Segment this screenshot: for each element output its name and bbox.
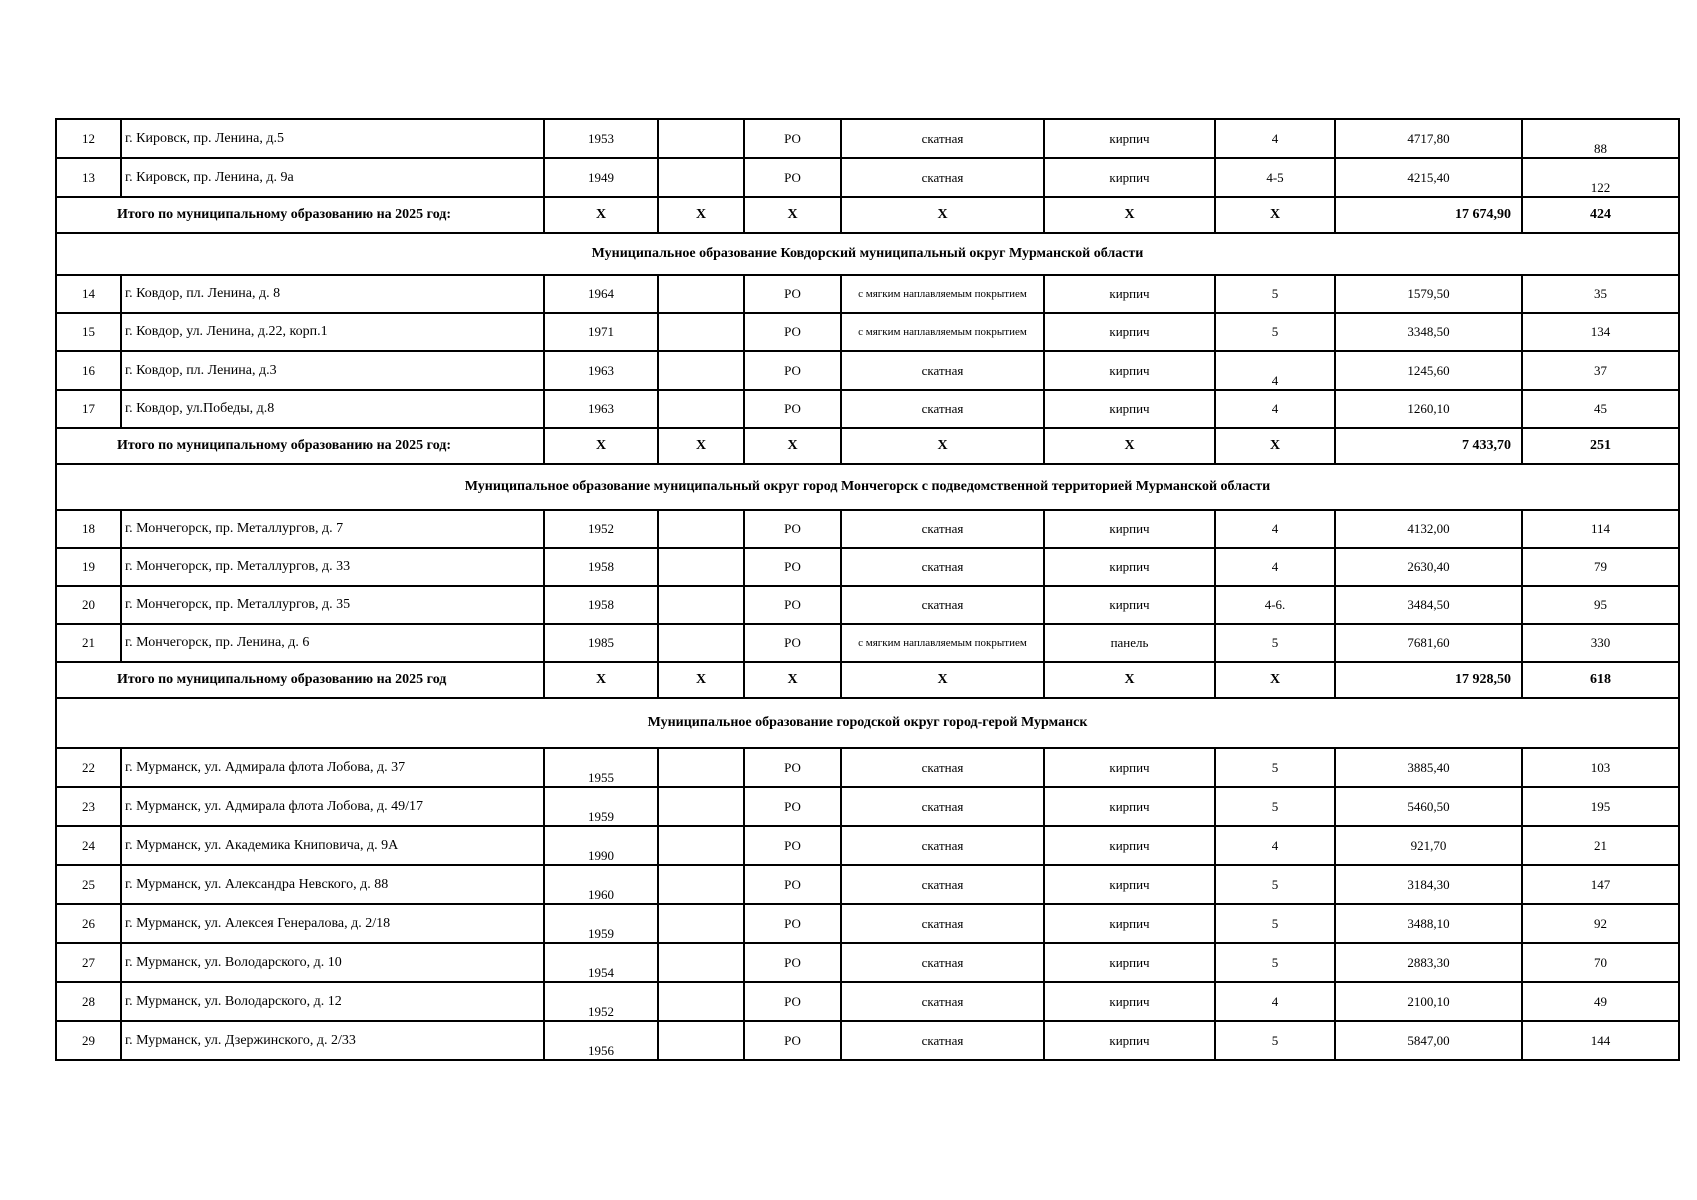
table-row <box>56 982 1679 1021</box>
total-area-sum: 17 674,90 <box>1335 197 1522 233</box>
ro-cell: РО <box>744 826 841 865</box>
area-cell: 3885,40 <box>1335 748 1522 787</box>
table-row <box>56 1021 1679 1060</box>
total-label: Итого по муниципальному образованию на 2025 год <box>56 662 544 698</box>
wall-material-cell: кирпич <box>1044 586 1215 624</box>
floors-cell: 5 <box>1215 787 1335 826</box>
table-row <box>56 865 1679 904</box>
address-cell: г. Мончегорск, пр. Ленина, д. 6 <box>121 624 544 662</box>
section-header-row <box>56 464 1679 510</box>
total-area-sum: 7 433,70 <box>1335 428 1522 464</box>
count-cell: 95 <box>1522 586 1679 624</box>
total-x-mark: X <box>841 662 1044 698</box>
roof-type-cell: скатная <box>841 943 1044 982</box>
row-number: 17 <box>56 390 121 428</box>
count-cell: 134 <box>1522 313 1679 351</box>
roof-type-cell: скатная <box>841 748 1044 787</box>
floors-cell: 4 <box>1215 548 1335 586</box>
roof-type-cell: скатная <box>841 586 1044 624</box>
floors-cell: 4 <box>1215 390 1335 428</box>
wall-material-cell: кирпич <box>1044 748 1215 787</box>
floors-cell: 5 <box>1215 624 1335 662</box>
empty-cell <box>658 865 744 904</box>
row-number: 27 <box>56 943 121 982</box>
wall-material-cell: кирпич <box>1044 313 1215 351</box>
roof-type-cell: с мягким наплавляемым покрытием <box>841 275 1044 313</box>
ro-cell: РО <box>744 1021 841 1060</box>
table-row <box>56 624 1679 662</box>
count-cell: 37 <box>1522 351 1679 390</box>
empty-cell <box>658 904 744 943</box>
ro-cell: РО <box>744 351 841 390</box>
area-cell: 1245,60 <box>1335 351 1522 390</box>
floors-cell: 5 <box>1215 904 1335 943</box>
count-cell: 70 <box>1522 943 1679 982</box>
count-cell: 92 <box>1522 904 1679 943</box>
table-row <box>56 548 1679 586</box>
ro-cell: РО <box>744 787 841 826</box>
total-x-mark: X <box>744 662 841 698</box>
floors-cell: 5 <box>1215 943 1335 982</box>
year-cell: 1963 <box>544 351 658 390</box>
count-cell: 45 <box>1522 390 1679 428</box>
year-cell: 1952 <box>544 510 658 548</box>
table-row <box>56 748 1679 787</box>
total-x-mark: X <box>841 428 1044 464</box>
address-cell: г. Мончегорск, пр. Металлургов, д. 33 <box>121 548 544 586</box>
table-body <box>56 119 1679 1060</box>
empty-cell <box>658 548 744 586</box>
ro-cell: РО <box>744 119 841 158</box>
floors-cell: 4 <box>1215 351 1335 390</box>
area-cell: 7681,60 <box>1335 624 1522 662</box>
total-x-mark: X <box>1044 428 1215 464</box>
roof-type-cell: скатная <box>841 865 1044 904</box>
wall-material-cell: кирпич <box>1044 390 1215 428</box>
total-count: 618 <box>1522 662 1679 698</box>
roof-type-cell: скатная <box>841 510 1044 548</box>
count-cell: 195 <box>1522 787 1679 826</box>
row-number: 16 <box>56 351 121 390</box>
roof-type-cell: с мягким наплавляемым покрытием <box>841 313 1044 351</box>
ro-cell: РО <box>744 586 841 624</box>
wall-material-cell: кирпич <box>1044 865 1215 904</box>
table-row <box>56 119 1679 158</box>
roof-type-cell: скатная <box>841 351 1044 390</box>
empty-cell <box>658 510 744 548</box>
housing-table <box>55 118 1680 1061</box>
ro-cell: РО <box>744 982 841 1021</box>
table-row <box>56 158 1679 197</box>
roof-type-cell: скатная <box>841 826 1044 865</box>
ro-cell: РО <box>744 904 841 943</box>
ro-cell: РО <box>744 865 841 904</box>
address-cell: г. Мурманск, ул. Адмирала флота Лобова, д. 37 <box>121 748 544 787</box>
floors-cell: 4-6. <box>1215 586 1335 624</box>
section-header-row <box>56 698 1679 748</box>
count-cell: 35 <box>1522 275 1679 313</box>
address-cell: г. Мурманск, ул. Алексея Генералова, д. 2/18 <box>121 904 544 943</box>
count-cell: 114 <box>1522 510 1679 548</box>
count-cell: 103 <box>1522 748 1679 787</box>
row-number: 23 <box>56 787 121 826</box>
count-cell: 21 <box>1522 826 1679 865</box>
empty-cell <box>658 275 744 313</box>
empty-cell <box>658 351 744 390</box>
empty-cell <box>658 313 744 351</box>
year-cell: 1963 <box>544 390 658 428</box>
year-cell: 1971 <box>544 313 658 351</box>
total-x-mark: X <box>1215 428 1335 464</box>
count-cell: 330 <box>1522 624 1679 662</box>
wall-material-cell: кирпич <box>1044 510 1215 548</box>
roof-type-cell: скатная <box>841 548 1044 586</box>
wall-material-cell: кирпич <box>1044 275 1215 313</box>
total-count: 251 <box>1522 428 1679 464</box>
area-cell: 5460,50 <box>1335 787 1522 826</box>
count-cell: 144 <box>1522 1021 1679 1060</box>
area-cell: 4215,40 <box>1335 158 1522 197</box>
count-cell: 122 <box>1522 158 1679 197</box>
empty-cell <box>658 624 744 662</box>
roof-type-cell: с мягким наплавляемым покрытием <box>841 624 1044 662</box>
total-x-mark: X <box>1044 662 1215 698</box>
row-number: 29 <box>56 1021 121 1060</box>
table-row <box>56 351 1679 390</box>
floors-cell: 4-5 <box>1215 158 1335 197</box>
year-cell: 1955 <box>544 748 658 787</box>
address-cell: г. Кировск, пр. Ленина, д. 9а <box>121 158 544 197</box>
total-row <box>56 197 1679 233</box>
row-number: 22 <box>56 748 121 787</box>
row-number: 26 <box>56 904 121 943</box>
area-cell: 2630,40 <box>1335 548 1522 586</box>
ro-cell: РО <box>744 548 841 586</box>
table-row <box>56 275 1679 313</box>
empty-cell <box>658 826 744 865</box>
year-cell: 1954 <box>544 943 658 982</box>
empty-cell <box>658 982 744 1021</box>
count-cell: 88 <box>1522 119 1679 158</box>
empty-cell <box>658 748 744 787</box>
ro-cell: РО <box>744 943 841 982</box>
year-cell: 1952 <box>544 982 658 1021</box>
roof-type-cell: скатная <box>841 158 1044 197</box>
roof-type-cell: скатная <box>841 390 1044 428</box>
empty-cell <box>658 390 744 428</box>
area-cell: 2100,10 <box>1335 982 1522 1021</box>
address-cell: г. Мурманск, ул. Дзержинского, д. 2/33 <box>121 1021 544 1060</box>
wall-material-cell: кирпич <box>1044 351 1215 390</box>
table-row <box>56 510 1679 548</box>
area-cell: 3488,10 <box>1335 904 1522 943</box>
address-cell: г. Ковдор, пл. Ленина, д.3 <box>121 351 544 390</box>
wall-material-cell: кирпич <box>1044 943 1215 982</box>
wall-material-cell: кирпич <box>1044 826 1215 865</box>
section-header-row <box>56 233 1679 275</box>
address-cell: г. Ковдор, пл. Ленина, д. 8 <box>121 275 544 313</box>
table-row <box>56 943 1679 982</box>
total-row <box>56 662 1679 698</box>
year-cell: 1958 <box>544 586 658 624</box>
total-count: 424 <box>1522 197 1679 233</box>
total-x-mark: X <box>744 428 841 464</box>
roof-type-cell: скатная <box>841 119 1044 158</box>
area-cell: 3184,30 <box>1335 865 1522 904</box>
floors-cell: 4 <box>1215 826 1335 865</box>
total-label: Итого по муниципальному образованию на 2025 год: <box>56 197 544 233</box>
total-x-mark: X <box>658 428 744 464</box>
year-cell: 1958 <box>544 548 658 586</box>
row-number: 12 <box>56 119 121 158</box>
ro-cell: РО <box>744 158 841 197</box>
empty-cell <box>658 943 744 982</box>
total-x-mark: X <box>544 662 658 698</box>
wall-material-cell: кирпич <box>1044 158 1215 197</box>
floors-cell: 5 <box>1215 275 1335 313</box>
ro-cell: РО <box>744 313 841 351</box>
total-x-mark: X <box>544 428 658 464</box>
area-cell: 5847,00 <box>1335 1021 1522 1060</box>
table-row <box>56 904 1679 943</box>
area-cell: 1260,10 <box>1335 390 1522 428</box>
year-cell: 1960 <box>544 865 658 904</box>
total-x-mark: X <box>1215 197 1335 233</box>
address-cell: г. Мончегорск, пр. Металлургов, д. 35 <box>121 586 544 624</box>
row-number: 25 <box>56 865 121 904</box>
year-cell: 1956 <box>544 1021 658 1060</box>
year-cell: 1990 <box>544 826 658 865</box>
wall-material-cell: кирпич <box>1044 548 1215 586</box>
floors-cell: 5 <box>1215 865 1335 904</box>
roof-type-cell: скатная <box>841 787 1044 826</box>
address-cell: г. Мурманск, ул. Адмирала флота Лобова, д. 49/17 <box>121 787 544 826</box>
area-cell: 3484,50 <box>1335 586 1522 624</box>
total-x-mark: X <box>744 197 841 233</box>
row-number: 15 <box>56 313 121 351</box>
count-cell: 147 <box>1522 865 1679 904</box>
address-cell: г. Мурманск, ул. Володарского, д. 10 <box>121 943 544 982</box>
total-x-mark: X <box>841 197 1044 233</box>
ro-cell: РО <box>744 624 841 662</box>
section-title: Муниципальное образование городской округ город-герой Мурманск <box>56 698 1679 748</box>
floors-cell: 4 <box>1215 119 1335 158</box>
area-cell: 2883,30 <box>1335 943 1522 982</box>
table-row <box>56 586 1679 624</box>
floors-cell: 4 <box>1215 982 1335 1021</box>
table-row <box>56 390 1679 428</box>
year-cell: 1985 <box>544 624 658 662</box>
area-cell: 3348,50 <box>1335 313 1522 351</box>
ro-cell: РО <box>744 748 841 787</box>
wall-material-cell: кирпич <box>1044 982 1215 1021</box>
address-cell: г. Мончегорск, пр. Металлургов, д. 7 <box>121 510 544 548</box>
row-number: 19 <box>56 548 121 586</box>
empty-cell <box>658 158 744 197</box>
address-cell: г. Ковдор, ул.Победы, д.8 <box>121 390 544 428</box>
total-x-mark: X <box>658 662 744 698</box>
area-cell: 921,70 <box>1335 826 1522 865</box>
ro-cell: РО <box>744 390 841 428</box>
table-row <box>56 826 1679 865</box>
ro-cell: РО <box>744 510 841 548</box>
year-cell: 1953 <box>544 119 658 158</box>
area-cell: 4132,00 <box>1335 510 1522 548</box>
total-x-mark: X <box>658 197 744 233</box>
roof-type-cell: скатная <box>841 1021 1044 1060</box>
year-cell: 1949 <box>544 158 658 197</box>
row-number: 13 <box>56 158 121 197</box>
wall-material-cell: панель <box>1044 624 1215 662</box>
table-row <box>56 313 1679 351</box>
empty-cell <box>658 1021 744 1060</box>
area-cell: 1579,50 <box>1335 275 1522 313</box>
total-x-mark: X <box>1044 197 1215 233</box>
wall-material-cell: кирпич <box>1044 787 1215 826</box>
address-cell: г. Ковдор, ул. Ленина, д.22, корп.1 <box>121 313 544 351</box>
address-cell: г. Мурманск, ул. Академика Книповича, д. 9А <box>121 826 544 865</box>
row-number: 14 <box>56 275 121 313</box>
row-number: 18 <box>56 510 121 548</box>
address-cell: г. Мурманск, ул. Александра Невского, д. 88 <box>121 865 544 904</box>
total-row <box>56 428 1679 464</box>
floors-cell: 5 <box>1215 1021 1335 1060</box>
empty-cell <box>658 119 744 158</box>
year-cell: 1964 <box>544 275 658 313</box>
total-x-mark: X <box>1215 662 1335 698</box>
wall-material-cell: кирпич <box>1044 904 1215 943</box>
count-cell: 79 <box>1522 548 1679 586</box>
roof-type-cell: скатная <box>841 904 1044 943</box>
address-cell: г. Мурманск, ул. Володарского, д. 12 <box>121 982 544 1021</box>
row-number: 21 <box>56 624 121 662</box>
total-area-sum: 17 928,50 <box>1335 662 1522 698</box>
table-row <box>56 787 1679 826</box>
count-cell: 49 <box>1522 982 1679 1021</box>
area-cell: 4717,80 <box>1335 119 1522 158</box>
total-label: Итого по муниципальному образованию на 2025 год: <box>56 428 544 464</box>
row-number: 28 <box>56 982 121 1021</box>
total-x-mark: X <box>544 197 658 233</box>
row-number: 20 <box>56 586 121 624</box>
empty-cell <box>658 787 744 826</box>
section-title: Муниципальное образование Ковдорский муниципальный округ Мурманской области <box>56 233 1679 275</box>
wall-material-cell: кирпич <box>1044 1021 1215 1060</box>
empty-cell <box>658 586 744 624</box>
year-cell: 1959 <box>544 904 658 943</box>
ro-cell: РО <box>744 275 841 313</box>
wall-material-cell: кирпич <box>1044 119 1215 158</box>
floors-cell: 5 <box>1215 313 1335 351</box>
address-cell: г. Кировск, пр. Ленина, д.5 <box>121 119 544 158</box>
floors-cell: 5 <box>1215 748 1335 787</box>
row-number: 24 <box>56 826 121 865</box>
section-title: Муниципальное образование муниципальный округ город Мончегорск с подведомственной территорией Мурманской области <box>56 464 1679 510</box>
year-cell: 1959 <box>544 787 658 826</box>
floors-cell: 4 <box>1215 510 1335 548</box>
roof-type-cell: скатная <box>841 982 1044 1021</box>
